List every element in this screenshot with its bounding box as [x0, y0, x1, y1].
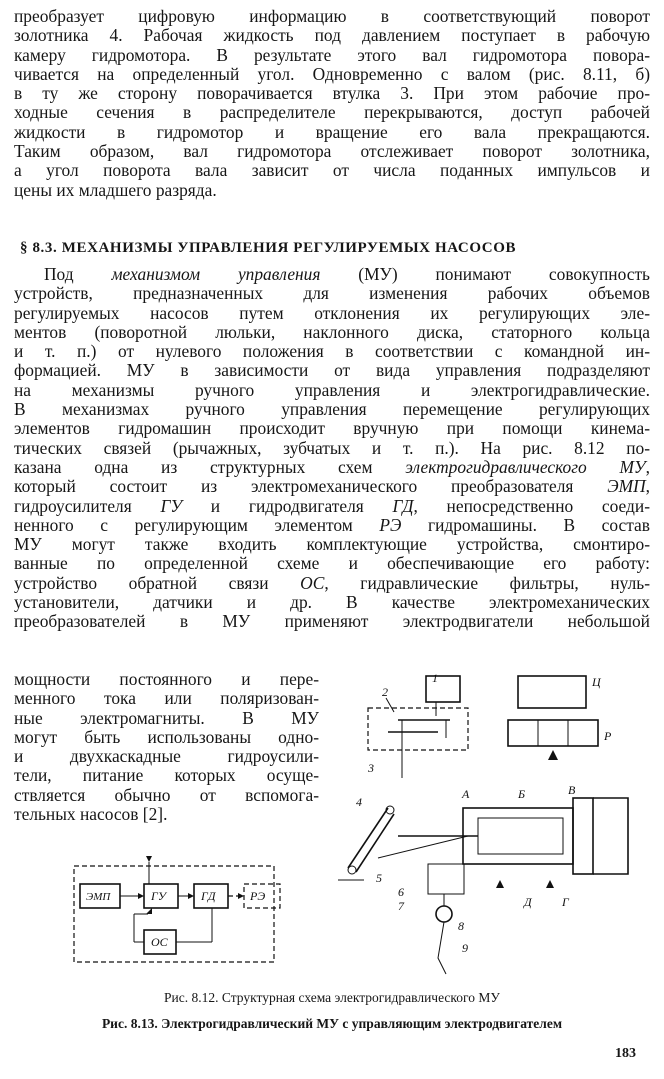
text-line: цены их младшего разряда.: [14, 179, 217, 200]
piston: [478, 818, 563, 854]
text-line: элементов гидромашин происходит вручную при помощи кинема-: [14, 418, 650, 439]
figure-caption-8-13: Рис. 8.13. Электрогидравлический МУ с управляющим электродвигателем: [101, 1016, 563, 1031]
pressure-triangle: [548, 750, 558, 760]
text-line: формацией. МУ в зависимости от вида управления подразделяют: [14, 360, 650, 381]
label-7: 7: [398, 899, 404, 913]
label-9: 9: [462, 941, 468, 955]
text-line: казана одна из структурных схем электрогидравлического МУ,: [14, 456, 650, 477]
cylinder-cap: [573, 798, 593, 874]
block-re-label: РЭ: [250, 889, 266, 903]
text-line: который состоит из электромеханического преобразователя ЭМП,: [14, 476, 650, 497]
text-line: регулируемых насосов путем отклонения их регулирующих эле-: [14, 302, 650, 323]
text-line: могут быть использованы одно-: [14, 726, 319, 747]
arrow-head: [146, 908, 152, 914]
text-line: Таким образом, вал гидромотора отслеживает поворот золотника,: [14, 141, 650, 162]
block-emp-label: ЭМП: [86, 891, 111, 903]
valve-symbol: [508, 720, 598, 746]
label-2: 2: [382, 685, 388, 699]
text-line: ванные по определенной схеме и обеспечивающие его работу:: [14, 553, 650, 574]
label-3: 3: [368, 761, 374, 775]
label-1: 1: [432, 671, 438, 685]
support-triangle: [496, 880, 504, 888]
arrow-head: [188, 893, 194, 899]
text-line: гидроусилителя ГУ и гидродвигателя ГД, непосредственно соеди-: [14, 495, 650, 516]
label-d: Д: [524, 895, 532, 909]
figure-caption-8-12: Рис. 8.12. Структурная схема электрогидравлического МУ: [164, 990, 500, 1005]
text-line: менного тока или поляризован-: [14, 688, 319, 709]
italic-term: механизмом управления: [111, 264, 321, 284]
text-line: и двухкаскадные гидроусили-: [14, 746, 319, 767]
text-line: МУ могут также входить комплектующие устройства, смонтиро-: [14, 534, 650, 555]
italic-term: ГУ: [160, 495, 183, 516]
italic-term: ОС: [300, 572, 325, 593]
page-number: 183: [615, 1046, 636, 1061]
text-line: и т. п.) от нулевого положения в соответствии с командной ин-: [14, 341, 650, 362]
support-triangle: [546, 880, 554, 888]
text-line: камеру гидромотора. В результате этого вал гидромотора повора-: [14, 44, 650, 65]
label-g: Г: [562, 895, 569, 909]
paragraph-intro: [14, 7, 650, 200]
text-line: ствляется обычно от вспомога-: [14, 784, 319, 805]
label-r: Р: [604, 729, 612, 743]
section-heading: § 8.3. МЕХАНИЗМЫ УПРАВЛЕНИЯ РЕГУЛИРУЕМЫХ НАСОСОВ: [20, 240, 517, 256]
label-6: 6: [398, 885, 404, 899]
label-ts: Ц: [592, 675, 601, 689]
label-v: В: [568, 783, 576, 797]
text-line: в ту же сторону поворачивается втулка 3. При этом рабочие про-: [14, 83, 650, 104]
cylinder-symbol: [518, 676, 586, 708]
block-gd-label: ГД: [201, 889, 216, 903]
lever-arm: [356, 814, 394, 872]
label-5: 5: [376, 871, 382, 885]
input-arrow: [146, 856, 152, 862]
housing: [593, 798, 628, 874]
label-8: 8: [458, 919, 464, 933]
text-line: устройств, предназначенных для изменения рабочих объемов: [14, 283, 650, 304]
italic-term: ЭМП: [607, 476, 646, 497]
outer-dashed-frame: [74, 866, 274, 962]
italic-term: ГД: [392, 495, 414, 516]
text-line: тели, питание которых осуще-: [14, 765, 319, 786]
arrow-head: [138, 893, 144, 899]
text-line: тических связей (рычажных, зубчатых и т. п.). На рис. 8.12 по-: [14, 437, 650, 458]
gearbox-frame: [368, 708, 468, 750]
text-line: мощности постоянного и пере-: [14, 669, 319, 689]
italic-term: РЭ: [379, 514, 402, 535]
text-line: ненного с регулирующим элементом РЭ гидромашины. В состав: [14, 514, 650, 535]
paragraph-wrapped: [14, 670, 319, 824]
lever-arm: [348, 808, 388, 868]
arrow-head: [238, 893, 244, 899]
text-line: В механизмах ручного управления перемещение регулирующих: [14, 399, 650, 420]
pivot: [348, 866, 356, 874]
italic-term: электрогидравлического МУ: [405, 456, 646, 477]
text-line: Под механизмом управления (МУ) понимают совокупность: [44, 264, 650, 284]
text-line: на механизмы ручного управления и электрогидравлические.: [14, 379, 650, 400]
label-4: 4: [356, 795, 362, 809]
text-line: золотника 4. Рабочая жидкость под давлением поступает в рабочую: [14, 25, 650, 46]
block-os-label: ОС: [151, 935, 168, 949]
drive-line: [438, 922, 446, 974]
text-line: тельных насосов [2].: [14, 804, 168, 825]
text-line: ные электромагниты. В МУ: [14, 707, 319, 728]
leader-line: [386, 698, 394, 712]
link-rod: [378, 836, 468, 858]
valve-block: [428, 864, 464, 894]
paragraph-definition: [14, 265, 650, 632]
text-line: чивается на определенный угол. Одновременно с валом (рис. 8.11, б): [14, 63, 650, 84]
text-line: жидкости в гидромотор и вращение его вала прекращаются.: [14, 121, 650, 142]
text-line: преобразует цифровую информацию в соответствующий поворот: [14, 6, 650, 26]
text-line: преобразователей в МУ применяют электродвигатели небольшой: [14, 611, 650, 632]
eccentric: [436, 906, 452, 922]
text-line: ментов (поворотной люльки, наклонного диска, статорного кольца: [14, 321, 650, 342]
cylinder-body: [463, 808, 573, 864]
figure-8-12-block-diagram: [60, 852, 295, 982]
text-line: а угол поворота вала зависит от числа поданных импульсов и: [14, 160, 650, 181]
block-gu-label: ГУ: [151, 889, 166, 903]
text-line: ходные сечения в распределителе перекрываются, доступ рабочей: [14, 102, 650, 123]
figure-8-13-mechanism: [328, 668, 653, 983]
label-a: А: [462, 787, 470, 801]
label-b: Б: [518, 787, 526, 801]
text-line: устройство обратной связи ОС, гидравлические фильтры, нуль-: [14, 572, 650, 593]
text-line: установители, датчики и др. В качестве электромеханических: [14, 592, 650, 613]
